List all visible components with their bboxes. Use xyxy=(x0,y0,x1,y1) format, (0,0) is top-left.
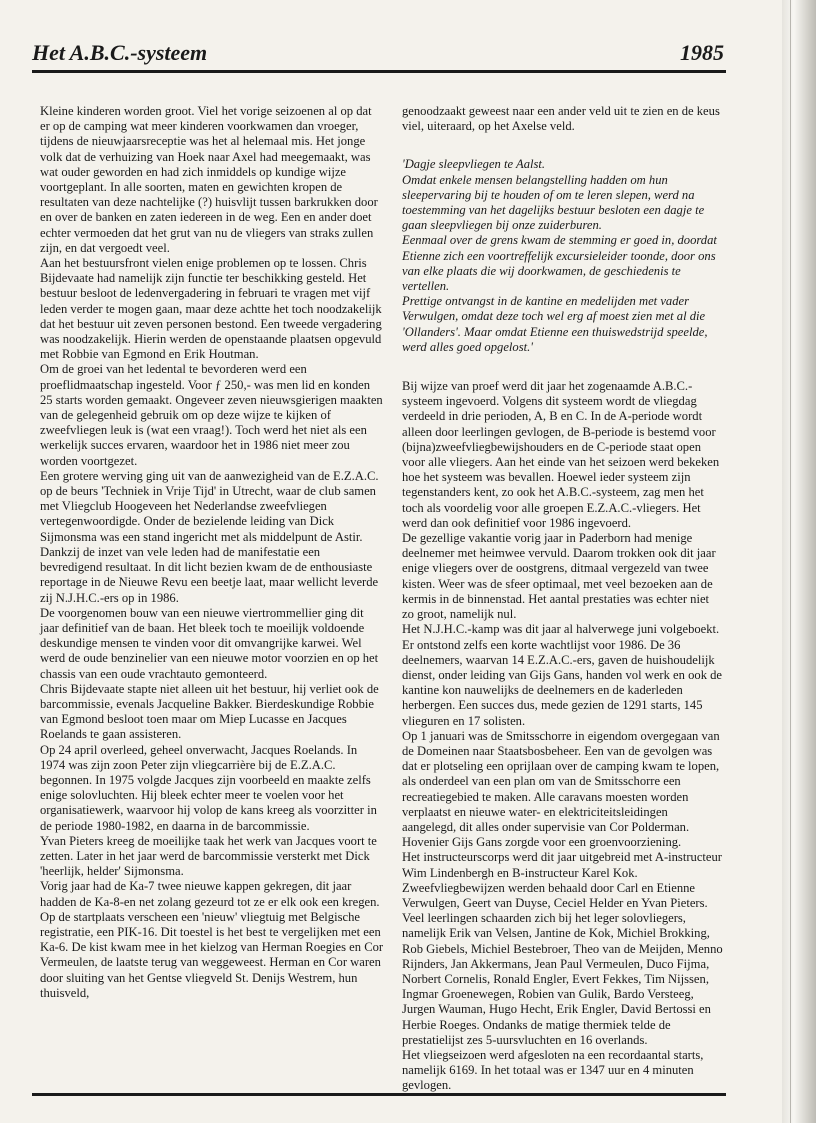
page-title: Het A.B.C.-systeem xyxy=(32,40,208,65)
paragraph: De voorgenomen bouw van een nieuwe viertrommellier ging dit jaar definitief van de baan. Het bleek toch te moeilijk voldoende deskundige mensen te vinden voor dit omvangrijke karwei. Wel werd de oude benzinelier van een nieuwe motor voorzien en op het chassis van een oude vrachtauto gemonteerd. xyxy=(40,605,379,681)
right-column xyxy=(402,104,724,1094)
paragraph: Vorig jaar had de Ka-7 twee nieuwe kappen gekregen, dit jaar hadden de Ka-8-en net zolang gezeurd tot ze er elk ook een kregen. xyxy=(40,879,380,909)
paragraph: Het vliegseizoen werd afgesloten na een recordaantal starts, namelijk 6169. In het totaal was er 1347 uur en 4 minuten gevlogen. xyxy=(402,1047,704,1093)
paragraph: Op 1 januari was de Smitsschorre in eigendom overgegaan van de Domeinen naar Staatsbosbeheer. Een van de gevolgen was dat er plotseling een oprijlaan over de camping kwam te lopen, als onderdeel van een plan om van de Smitsschorre een recreatiegebied te maken. Alle caravans moesten worden verplaatst en nieuwe water- en elektriciteitsleidingen aangelegd, dit alles onder supervisie van Cor Polderman. Hovenier Gijs Gans zorgde voor een groenvoorziening. xyxy=(402,728,720,850)
paragraph: Het instructeurscorps werd dit jaar uitgebreid met A-instructeur Wim Lindenbergh en B-instructeur Karel Kok. Zweefvliegbewijzen werden behaald door Carl en Etienne Verwulgen, Geert van Duyse, Ceciel Helder en Yvan Pieters. Veel leerlingen schaarden zich bij het leger solovliegers, namelijk Erik van Velsen, Jantine de Kok, Michiel Brokking, Rob Giebels, Michiel Bestebroer, Theo van de Meijden, Menno Rijnders, Jan Akkermans, Jean Paul Vermeulen, Duco Fijma, Norbert Cornelis, Ronald Engler, Evert Fekkes, Tim Nijssen, Ingmar Groenewegen, Robien van Gulik, Bardo Versteeg, Jurgen Wauman, Hugo Hecht, Erik Engler, David Bertossi en Herbie Roeges. Ondanks de matige thermiek telde de prestatielijst zes 5-uursvluchten en 16 overlands. xyxy=(402,850,723,1047)
quote-line: 'Dagje sleepvliegen te Aalst. xyxy=(402,157,546,172)
paragraph: Om de groei van het ledental te bevorderen werd een proeflidmaatschap ingesteld. Voor ƒ 250,- was men lid en konden 25 starts worden gemaakt. Ongeveer zeven nieuwsgierigen maakten van de gelegenheid gebruik om op deze wijze te kijken of zweefvliegen leuk is (wat een vraag!). Toch werd het niet als een werkelijk succes ervaren, waardoor het in 1986 niet meer zou worden voortgezet. xyxy=(40,362,383,468)
quote-line: Omdat enkele mensen belangstelling hadden om hun sleepervaring bij te houden of om te leren slepen, werd na toestemming van het dagelijks bestuur besloten een dagje te gaan sleepvliegen bij onze zuiderburen. xyxy=(402,172,705,233)
paragraph: Op de startplaats verscheen een 'nieuw' vliegtuig met Belgische registratie, een PIK-16. Dit toestel is het best te vergelijken met een Ka-6. De kist kwam mee in het kielzog van Herman Roegies en Cor Vermeulen, de laatste terug van weggeweest. Herman en Cor waren door sluiting van het Gentse vliegveld St. Denijs Westrem, hun thuisveld, xyxy=(40,909,384,1000)
header-rule xyxy=(32,70,726,73)
paragraph: De gezellige vakantie vorig jaar in Paderborn had menige deelnemer met heimwee vervuld. Daarom trokken ook dit jaar enige vliegers over de oostgrens, ditmaal vergezeld van twee kisten. Weer was de sfeer optimaal, met veel bezoeken aan de kermis in de binnenstad. Het aantal prestaties was echter niet zo groot, namelijk nul. xyxy=(402,531,716,622)
page-year: 1985 xyxy=(680,40,724,65)
quote-line: Eenmaal over de grens kwam de stemming er goed in, doordat Etienne zich een voortreffelijk excursieleider toonde, door ons van elke plaats die wij doorkwamen, de geschiedenis te vertellen. xyxy=(402,233,717,294)
left-column xyxy=(40,104,384,1001)
page-edge xyxy=(782,0,816,1123)
paragraph: Chris Bijdevaate stapte niet alleen uit het bestuur, hij verliet ook de barcommissie, evenals Jacqueline Bakker. Bierdeskundige Robbie van Egmond besloot toen maar om Miep Lucasse en Jacques Roelands te gaan assisteren. xyxy=(40,681,379,742)
footer-rule xyxy=(32,1093,726,1096)
quote-line: Prettige ontvangst in de kantine en medelijden met vader Verwulgen, omdat deze toch wel erg af moest zien met al die 'Ollanders'. Maar omdat Etienne een thuiswedstrijd speelde, werd alles goed opgelost.' xyxy=(402,294,708,354)
paragraph: genoodzaakt geweest naar een ander veld uit te zien en de keus viel, uiteraard, op het Axelse veld. xyxy=(402,104,720,134)
paragraph: Kleine kinderen worden groot. Viel het vorige seizoenen al op dat er op de camping wat meer kinderen voorkwamen dan vroeger, tijdens de nieuwjaarsreceptie was het al helemaal mis. Het jonge volk dat de verhuizing van Hoek naar Axel had meegemaakt, was wat ouder geworden en had zich inmiddels op kundige wijze voortgeplant. In alle soorten, maten en gewichten kropen de resultaten van deze nachtelijke (?) huisvlijt tussen barkrukken door en over de banken en zaten iedereen in de weg. Een en ander doet echter vermoeden dat het grut van nu de vliegers van straks zullen zijn, en dat vergoedt veel. xyxy=(40,104,378,255)
paragraph: Yvan Pieters kreeg de moeilijke taak het werk van Jacques voort te zetten. Later in het jaar werd de barcommissie versterkt met Dick 'heerlijk, helder' Sijmonsma. xyxy=(40,833,377,879)
paragraph: Een grotere werving ging uit van de aanwezigheid van de E.Z.A.C. op de beurs 'Techniek in Vrije Tijd' in Utrecht, waar de club samen met Vliegclub Hoogeveen het Nederlandse zweefvliegen vertegenwoordigde. Onder de bezielende leiding van Dick Sijmonsma was een stand ingericht met als middelpunt de Astir. Dankzij de inzet van vele leden had de manifestatie een bevredigend resultaat. In dit licht bezien kwam de de enthousiaste reportage in de Nieuwe Revu een beetje laat, maar wellicht leverde zij N.J.H.C.-ers op in 1986. xyxy=(40,468,379,605)
paragraph: Op 24 april overleed, geheel onverwacht, Jacques Roelands. In 1974 was zijn zoon Peter zijn vliegcarrière bij de E.Z.A.C. begonnen. In 1975 volgde Jacques zijn voorbeeld en maakte zelfs enige solovluchten. Hij bleek echter meer te voelen voor het organisatiewerk, waarvoor hij volop de kans kreeg als voorzitter in de periode 1980-1982, en daarna in de barcommissie. xyxy=(40,742,377,833)
paragraph: Het N.J.H.C.-kamp was dit jaar al halverwege juni volgeboekt. Er ontstond zelfs een korte wachtlijst voor 1986. De 36 deelnemers, waarvan 14 E.Z.A.C.-ers, gaven de huishoudelijk dienst, onder leiding van Gijs Gans, handen vol werk en ook de kantine kon nauwelijks de deelnemers en de kaderleden herbergen. Een succes dus, mede gezien de 1291 starts, 145 vlieguren en 17 solisten. xyxy=(402,622,723,728)
quote-block xyxy=(402,157,724,355)
paragraph: Bij wijze van proef werd dit jaar het zogenaamde A.B.C.-systeem ingevoerd. Volgens dit systeem wordt de vliegdag verdeeld in drie perioden, A, B en C. In de A-periode wordt alleen door leerlingen gevlogen, de B-periode is bestemd voor (bijna)zweefvliegbewijshouders en de C-periode staat open voor alle vliegers. Aan het einde van het seizoen werd bekeken hoe het systeem was bevallen. Hoewel ieder systeem zijn tegenstanders kent, zo ook het A.B.C.-systeem, zag men het toch als voordelig voor alle groepen E.Z.A.C.-vliegers. Het werd dan ook definitief voor 1986 ingevoerd. xyxy=(402,379,720,530)
paragraph: Aan het bestuursfront vielen enige problemen op te lossen. Chris Bijdevaate had namelijk zijn functie ter beschikking gesteld. Het bestuur besloot de ledenvergadering in februari te vragen met vijf leden verder te mogen gaan, maar deze achtte het toch noodzakelijk dat het bestuur uit zeven personen bestond. Een tweede vergadering was noodzakelijk. Hierin werden de openstaande plaatsen opgevuld met Robbie van Egmond en Erik Houtman. xyxy=(40,256,382,362)
